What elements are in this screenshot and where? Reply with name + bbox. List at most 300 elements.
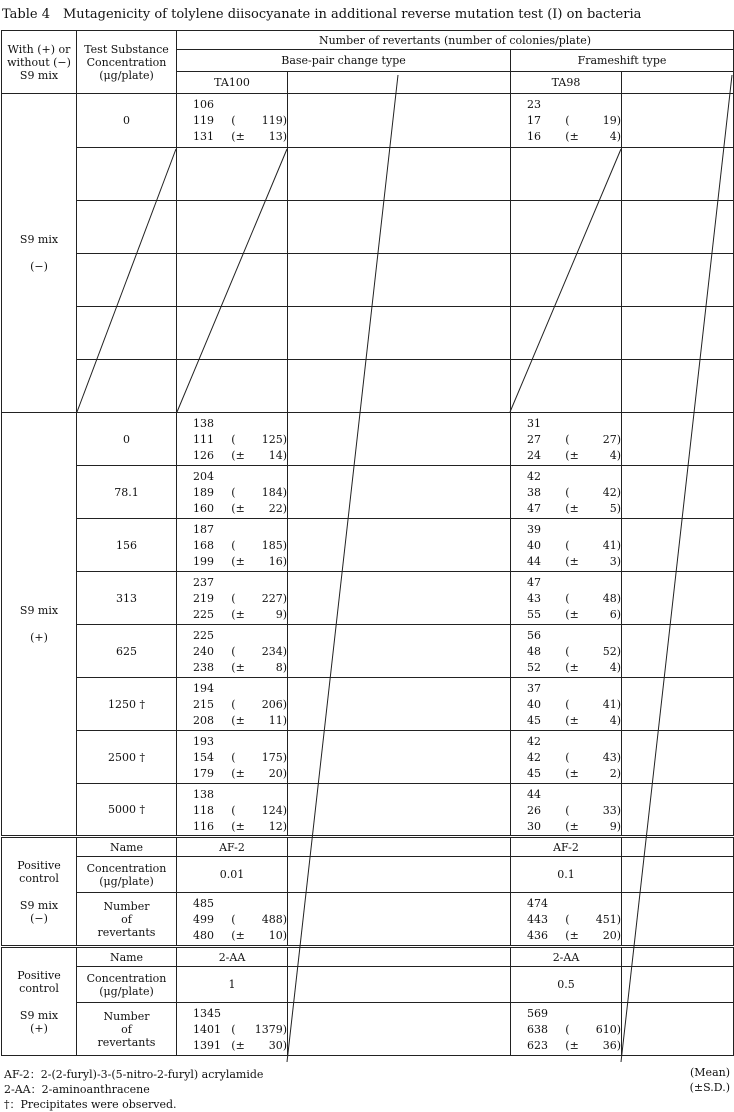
blank-cell	[288, 678, 511, 731]
spacer	[224, 819, 231, 835]
spacer	[558, 628, 565, 644]
spacer	[558, 734, 565, 750]
ta98-control-name: 2-AA	[511, 947, 622, 967]
bracket-symbol	[231, 522, 254, 538]
ta100-data	[177, 893, 288, 947]
revertant-line	[527, 97, 621, 113]
plate-count: 47	[527, 576, 541, 589]
revertant-line	[527, 554, 621, 570]
ta98-data	[511, 893, 622, 947]
spacer	[558, 469, 565, 485]
revertant-line	[527, 501, 621, 517]
summary-value: 10)	[268, 929, 287, 942]
plate-count: 119	[193, 114, 214, 127]
summary-value	[254, 522, 287, 538]
summary-value	[588, 681, 621, 697]
blank-cell	[622, 857, 734, 893]
revertant-line	[193, 750, 287, 766]
spacer	[558, 896, 565, 912]
plate-count: 240	[193, 645, 214, 658]
plate-count: 638	[527, 1023, 548, 1036]
plate-count: 24	[527, 449, 541, 462]
summary-value: 42)	[602, 486, 621, 499]
plate-count: 499	[193, 913, 214, 926]
summary-value: 488)	[261, 913, 287, 926]
bracket-symbol	[565, 734, 588, 750]
plate-count: 238	[193, 661, 214, 674]
bracket-symbol: (	[565, 592, 570, 605]
bracket-symbol	[231, 416, 254, 432]
plate-count: 17	[527, 114, 541, 127]
spacer	[558, 113, 565, 129]
empty-cell	[177, 360, 288, 413]
spacer	[558, 1006, 565, 1022]
concentration-label: Concentration (μg/plate)	[77, 967, 177, 1003]
revertant-line	[193, 416, 287, 432]
summary-value	[588, 575, 621, 591]
revertant-line	[527, 129, 621, 145]
spacer	[224, 697, 231, 713]
blank-cell	[288, 413, 511, 466]
summary-value: 175)	[261, 751, 287, 764]
plate-count: 23	[527, 98, 541, 111]
spacer	[558, 1038, 565, 1054]
footnote-dagger: †：Precipitates were observed.	[4, 1098, 177, 1111]
plate-count: 443	[527, 913, 548, 926]
spacer	[558, 766, 565, 782]
spacer	[224, 416, 231, 432]
blank-cell	[622, 201, 734, 254]
footnote-sd: (±S.D.)	[689, 1081, 730, 1094]
bracket-symbol: (±	[565, 714, 579, 727]
bracket-symbol: (±	[231, 820, 245, 833]
summary-value: 227)	[261, 592, 287, 605]
bracket-symbol: (±	[565, 767, 579, 780]
revertant-line	[527, 448, 621, 464]
empty-cell	[77, 201, 177, 254]
results-table	[1, 30, 734, 1056]
blank-cell	[622, 893, 734, 947]
bracket-symbol	[565, 97, 588, 113]
plate-count: 179	[193, 767, 214, 780]
revertant-line	[527, 660, 621, 676]
spacer	[224, 591, 231, 607]
summary-value	[588, 628, 621, 644]
ta98-data	[511, 731, 622, 784]
plate-count: 187	[193, 523, 214, 536]
plate-count: 199	[193, 555, 214, 568]
empty-cell	[177, 148, 288, 201]
ta98-data	[511, 94, 622, 148]
blank-cell	[288, 857, 511, 893]
bracket-symbol: (±	[565, 820, 579, 833]
bracket-symbol	[231, 628, 254, 644]
spacer	[224, 681, 231, 697]
revertant-line	[527, 607, 621, 623]
summary-value: 5)	[609, 502, 621, 515]
bracket-symbol: (±	[565, 929, 579, 942]
spacer	[224, 538, 231, 554]
spacer	[224, 787, 231, 803]
summary-value: 16)	[268, 555, 287, 568]
bracket-symbol: (	[231, 698, 236, 711]
revertant-line	[193, 448, 287, 464]
plate-count: 204	[193, 470, 214, 483]
summary-value: 20)	[268, 767, 287, 780]
summary-value: 22)	[268, 502, 287, 515]
summary-value	[254, 416, 287, 432]
revertant-line	[527, 1022, 621, 1038]
bracket-symbol: (±	[231, 502, 245, 515]
blank-cell	[288, 307, 511, 360]
plate-count: 40	[527, 539, 541, 552]
revertant-line	[193, 575, 287, 591]
revertant-line	[193, 97, 287, 113]
blank-cell	[288, 519, 511, 572]
spacer	[224, 1006, 231, 1022]
blank-header	[622, 72, 734, 94]
plate-count: 45	[527, 714, 541, 727]
spacer	[224, 766, 231, 782]
plate-count: 623	[527, 1039, 548, 1052]
spacer	[558, 660, 565, 676]
spacer	[224, 660, 231, 676]
plate-count: 194	[193, 682, 214, 695]
summary-value: 610)	[595, 1023, 621, 1036]
bracket-symbol: (	[565, 1023, 570, 1036]
spacer	[558, 644, 565, 660]
blank-cell	[288, 466, 511, 519]
plate-count: 37	[527, 682, 541, 695]
plate-count: 116	[193, 820, 214, 833]
bracket-symbol: (	[565, 698, 570, 711]
revertant-line	[527, 113, 621, 129]
plate-count: 168	[193, 539, 214, 552]
ta98-control-name: AF-2	[511, 837, 622, 857]
empty-cell	[177, 307, 288, 360]
s9-header: With (+) or without (−) S9 mix	[2, 31, 77, 94]
ta98-data	[511, 625, 622, 678]
spacer	[558, 538, 565, 554]
blank-cell	[288, 837, 511, 857]
revertant-line	[527, 591, 621, 607]
bracket-symbol	[565, 416, 588, 432]
revertant-line	[193, 787, 287, 803]
blank-cell	[288, 94, 511, 148]
bracket-symbol: (±	[565, 555, 579, 568]
spacer	[558, 432, 565, 448]
footnote-af2: AF-2：2-(2-furyl)-3-(5-nitro-2-furyl) acrylamide	[4, 1068, 264, 1081]
summary-value: 27)	[602, 433, 621, 446]
summary-value: 43)	[602, 751, 621, 764]
spacer	[224, 644, 231, 660]
empty-cell	[77, 148, 177, 201]
positive-control-plus-label: Positive control S9 mix (+)	[2, 947, 77, 1056]
plate-count: 31	[527, 417, 541, 430]
summary-value	[254, 97, 287, 113]
ta100-control-conc: 0.01	[177, 857, 288, 893]
bracket-symbol: (	[565, 804, 570, 817]
number-label: Number of revertants	[77, 1003, 177, 1056]
bracket-symbol: (±	[231, 714, 245, 727]
summary-value	[254, 787, 287, 803]
plate-count: 1401	[193, 1023, 221, 1036]
spacer	[558, 607, 565, 623]
summary-value	[254, 628, 287, 644]
bracket-symbol: (±	[231, 929, 245, 942]
revertant-line	[527, 750, 621, 766]
spacer	[224, 554, 231, 570]
blank-cell	[622, 413, 734, 466]
plate-count: 55	[527, 608, 541, 621]
spacer	[224, 734, 231, 750]
spacer	[224, 448, 231, 464]
summary-value: 14)	[268, 449, 287, 462]
revertant-line	[193, 681, 287, 697]
concentration-cell: 78.1	[77, 466, 177, 519]
summary-value	[254, 575, 287, 591]
revertant-line	[193, 896, 287, 912]
plate-count: 126	[193, 449, 214, 462]
bracket-symbol: (	[565, 114, 570, 127]
blank-cell	[622, 1003, 734, 1056]
plate-count: 44	[527, 788, 541, 801]
revertant-line	[193, 129, 287, 145]
revertant-line	[527, 787, 621, 803]
bracket-symbol	[565, 469, 588, 485]
revertant-line	[527, 697, 621, 713]
revertant-line	[193, 501, 287, 517]
revertant-line	[193, 697, 287, 713]
revertant-line	[193, 113, 287, 129]
summary-value: 19)	[602, 114, 621, 127]
blank-header	[288, 72, 511, 94]
revertant-line	[193, 485, 287, 501]
revertant-line	[193, 554, 287, 570]
ta100-control-conc: 1	[177, 967, 288, 1003]
bracket-symbol: (	[231, 433, 236, 446]
spacer	[224, 713, 231, 729]
spacer	[558, 697, 565, 713]
plate-count: 42	[527, 751, 541, 764]
blank-cell	[288, 731, 511, 784]
revertant-line	[193, 644, 287, 660]
spacer	[558, 129, 565, 145]
concentration-label: Concentration (μg/plate)	[77, 857, 177, 893]
blank-cell	[622, 837, 734, 857]
bracket-symbol: (±	[231, 449, 245, 462]
revertants-header: Number of revertants (number of colonies/plate)	[177, 31, 734, 50]
concentration-cell: 313	[77, 572, 177, 625]
plate-count: 131	[193, 130, 214, 143]
revertant-line	[527, 912, 621, 928]
ta98-data	[511, 572, 622, 625]
revertant-line	[527, 819, 621, 835]
footnote-2aa: 2-AA：2-aminoanthracene	[4, 1083, 150, 1096]
bracket-symbol: (	[231, 1023, 236, 1036]
bracket-symbol: (±	[231, 608, 245, 621]
plate-count: 219	[193, 592, 214, 605]
revertant-line	[193, 1022, 287, 1038]
bracket-symbol: (±	[231, 767, 245, 780]
base-pair-header: Base-pair change type	[177, 50, 511, 72]
spacer	[558, 591, 565, 607]
summary-value	[254, 469, 287, 485]
spacer	[224, 129, 231, 145]
summary-value	[588, 522, 621, 538]
positive-control-minus-label: Positive control S9 mix (−)	[2, 837, 77, 947]
blank-cell	[288, 148, 511, 201]
blank-cell	[622, 148, 734, 201]
revertant-line	[193, 522, 287, 538]
bracket-symbol	[565, 575, 588, 591]
blank-cell	[622, 360, 734, 413]
spacer	[558, 928, 565, 944]
spacer	[558, 750, 565, 766]
blank-cell	[622, 678, 734, 731]
plate-count: 189	[193, 486, 214, 499]
summary-value: 2)	[609, 767, 621, 780]
plate-count: 480	[193, 929, 214, 942]
revertant-line	[527, 803, 621, 819]
bracket-symbol: (	[231, 114, 236, 127]
empty-cell	[511, 360, 622, 413]
summary-value: 119)	[261, 114, 287, 127]
bracket-symbol	[565, 1006, 588, 1022]
bracket-symbol: (	[231, 913, 236, 926]
plate-count: 111	[193, 433, 214, 446]
revertant-line	[193, 912, 287, 928]
revertant-line	[193, 1038, 287, 1054]
revertant-line	[193, 819, 287, 835]
bracket-symbol: (	[231, 804, 236, 817]
revertant-line	[527, 1006, 621, 1022]
spacer	[558, 575, 565, 591]
bracket-symbol: (	[565, 751, 570, 764]
spacer	[224, 575, 231, 591]
summary-value: 41)	[602, 539, 621, 552]
blank-cell	[622, 572, 734, 625]
bracket-symbol	[565, 681, 588, 697]
summary-value: 6)	[609, 608, 621, 621]
summary-value	[254, 1006, 287, 1022]
plate-count: 237	[193, 576, 214, 589]
plate-count: 44	[527, 555, 541, 568]
spacer	[224, 912, 231, 928]
bracket-symbol: (±	[231, 130, 245, 143]
blank-cell	[288, 360, 511, 413]
revertant-line	[527, 928, 621, 944]
summary-value	[254, 896, 287, 912]
summary-value: 125)	[261, 433, 287, 446]
blank-cell	[288, 784, 511, 837]
ta98-data	[511, 784, 622, 837]
revertant-line	[193, 628, 287, 644]
ta100-header: TA100	[177, 72, 288, 94]
concentration-cell: 156	[77, 519, 177, 572]
blank-cell	[288, 947, 511, 967]
footnote-mean: (Mean)	[690, 1066, 730, 1079]
revertant-line	[527, 628, 621, 644]
ta98-data	[511, 1003, 622, 1056]
summary-value: 52)	[602, 645, 621, 658]
spacer	[224, 750, 231, 766]
empty-cell	[511, 254, 622, 307]
plate-count: 485	[193, 897, 214, 910]
empty-cell	[511, 201, 622, 254]
revertant-line	[193, 766, 287, 782]
revertant-line	[193, 591, 287, 607]
plate-count: 48	[527, 645, 541, 658]
summary-value: 11)	[268, 714, 287, 727]
spacer	[558, 448, 565, 464]
revertant-line	[527, 734, 621, 750]
bracket-symbol: (	[231, 645, 236, 658]
revertant-line	[527, 681, 621, 697]
bracket-symbol: (	[231, 592, 236, 605]
concentration-cell: 625	[77, 625, 177, 678]
ta98-data	[511, 466, 622, 519]
summary-value	[588, 896, 621, 912]
ta100-data	[177, 413, 288, 466]
summary-value: 206)	[261, 698, 287, 711]
ta98-header: TA98	[511, 72, 622, 94]
blank-cell	[288, 572, 511, 625]
plate-count: 215	[193, 698, 214, 711]
blank-cell	[622, 784, 734, 837]
bracket-symbol: (±	[565, 608, 579, 621]
blank-cell	[288, 201, 511, 254]
plate-count: 42	[527, 735, 541, 748]
empty-cell	[77, 360, 177, 413]
summary-value	[588, 416, 621, 432]
spacer	[224, 803, 231, 819]
ta98-control-conc: 0.1	[511, 857, 622, 893]
plate-count: 47	[527, 502, 541, 515]
revertant-line	[193, 469, 287, 485]
plate-count: 27	[527, 433, 541, 446]
spacer	[558, 713, 565, 729]
bracket-symbol: (±	[231, 555, 245, 568]
s9-minus-label: S9 mix (−)	[2, 94, 77, 413]
spacer	[224, 628, 231, 644]
bracket-symbol	[231, 787, 254, 803]
s9-plus-label: S9 mix (+)	[2, 413, 77, 837]
summary-value: 8)	[275, 661, 287, 674]
revertant-line	[527, 1038, 621, 1054]
bracket-symbol	[231, 681, 254, 697]
bracket-symbol	[231, 97, 254, 113]
plate-count: 138	[193, 417, 214, 430]
blank-cell	[622, 731, 734, 784]
plate-count: 208	[193, 714, 214, 727]
bracket-symbol	[565, 628, 588, 644]
revertant-line	[527, 522, 621, 538]
blank-cell	[622, 947, 734, 967]
summary-value	[588, 1006, 621, 1022]
summary-value: 36)	[602, 1039, 621, 1052]
bracket-symbol: (±	[565, 502, 579, 515]
bracket-symbol: (	[565, 913, 570, 926]
plate-count: 1345	[193, 1007, 221, 1020]
revertant-line	[193, 432, 287, 448]
plate-count: 474	[527, 897, 548, 910]
summary-value: 3)	[609, 555, 621, 568]
plate-count: 225	[193, 629, 214, 642]
name-label: Name	[77, 947, 177, 967]
summary-value: 4)	[609, 661, 621, 674]
spacer	[224, 97, 231, 113]
